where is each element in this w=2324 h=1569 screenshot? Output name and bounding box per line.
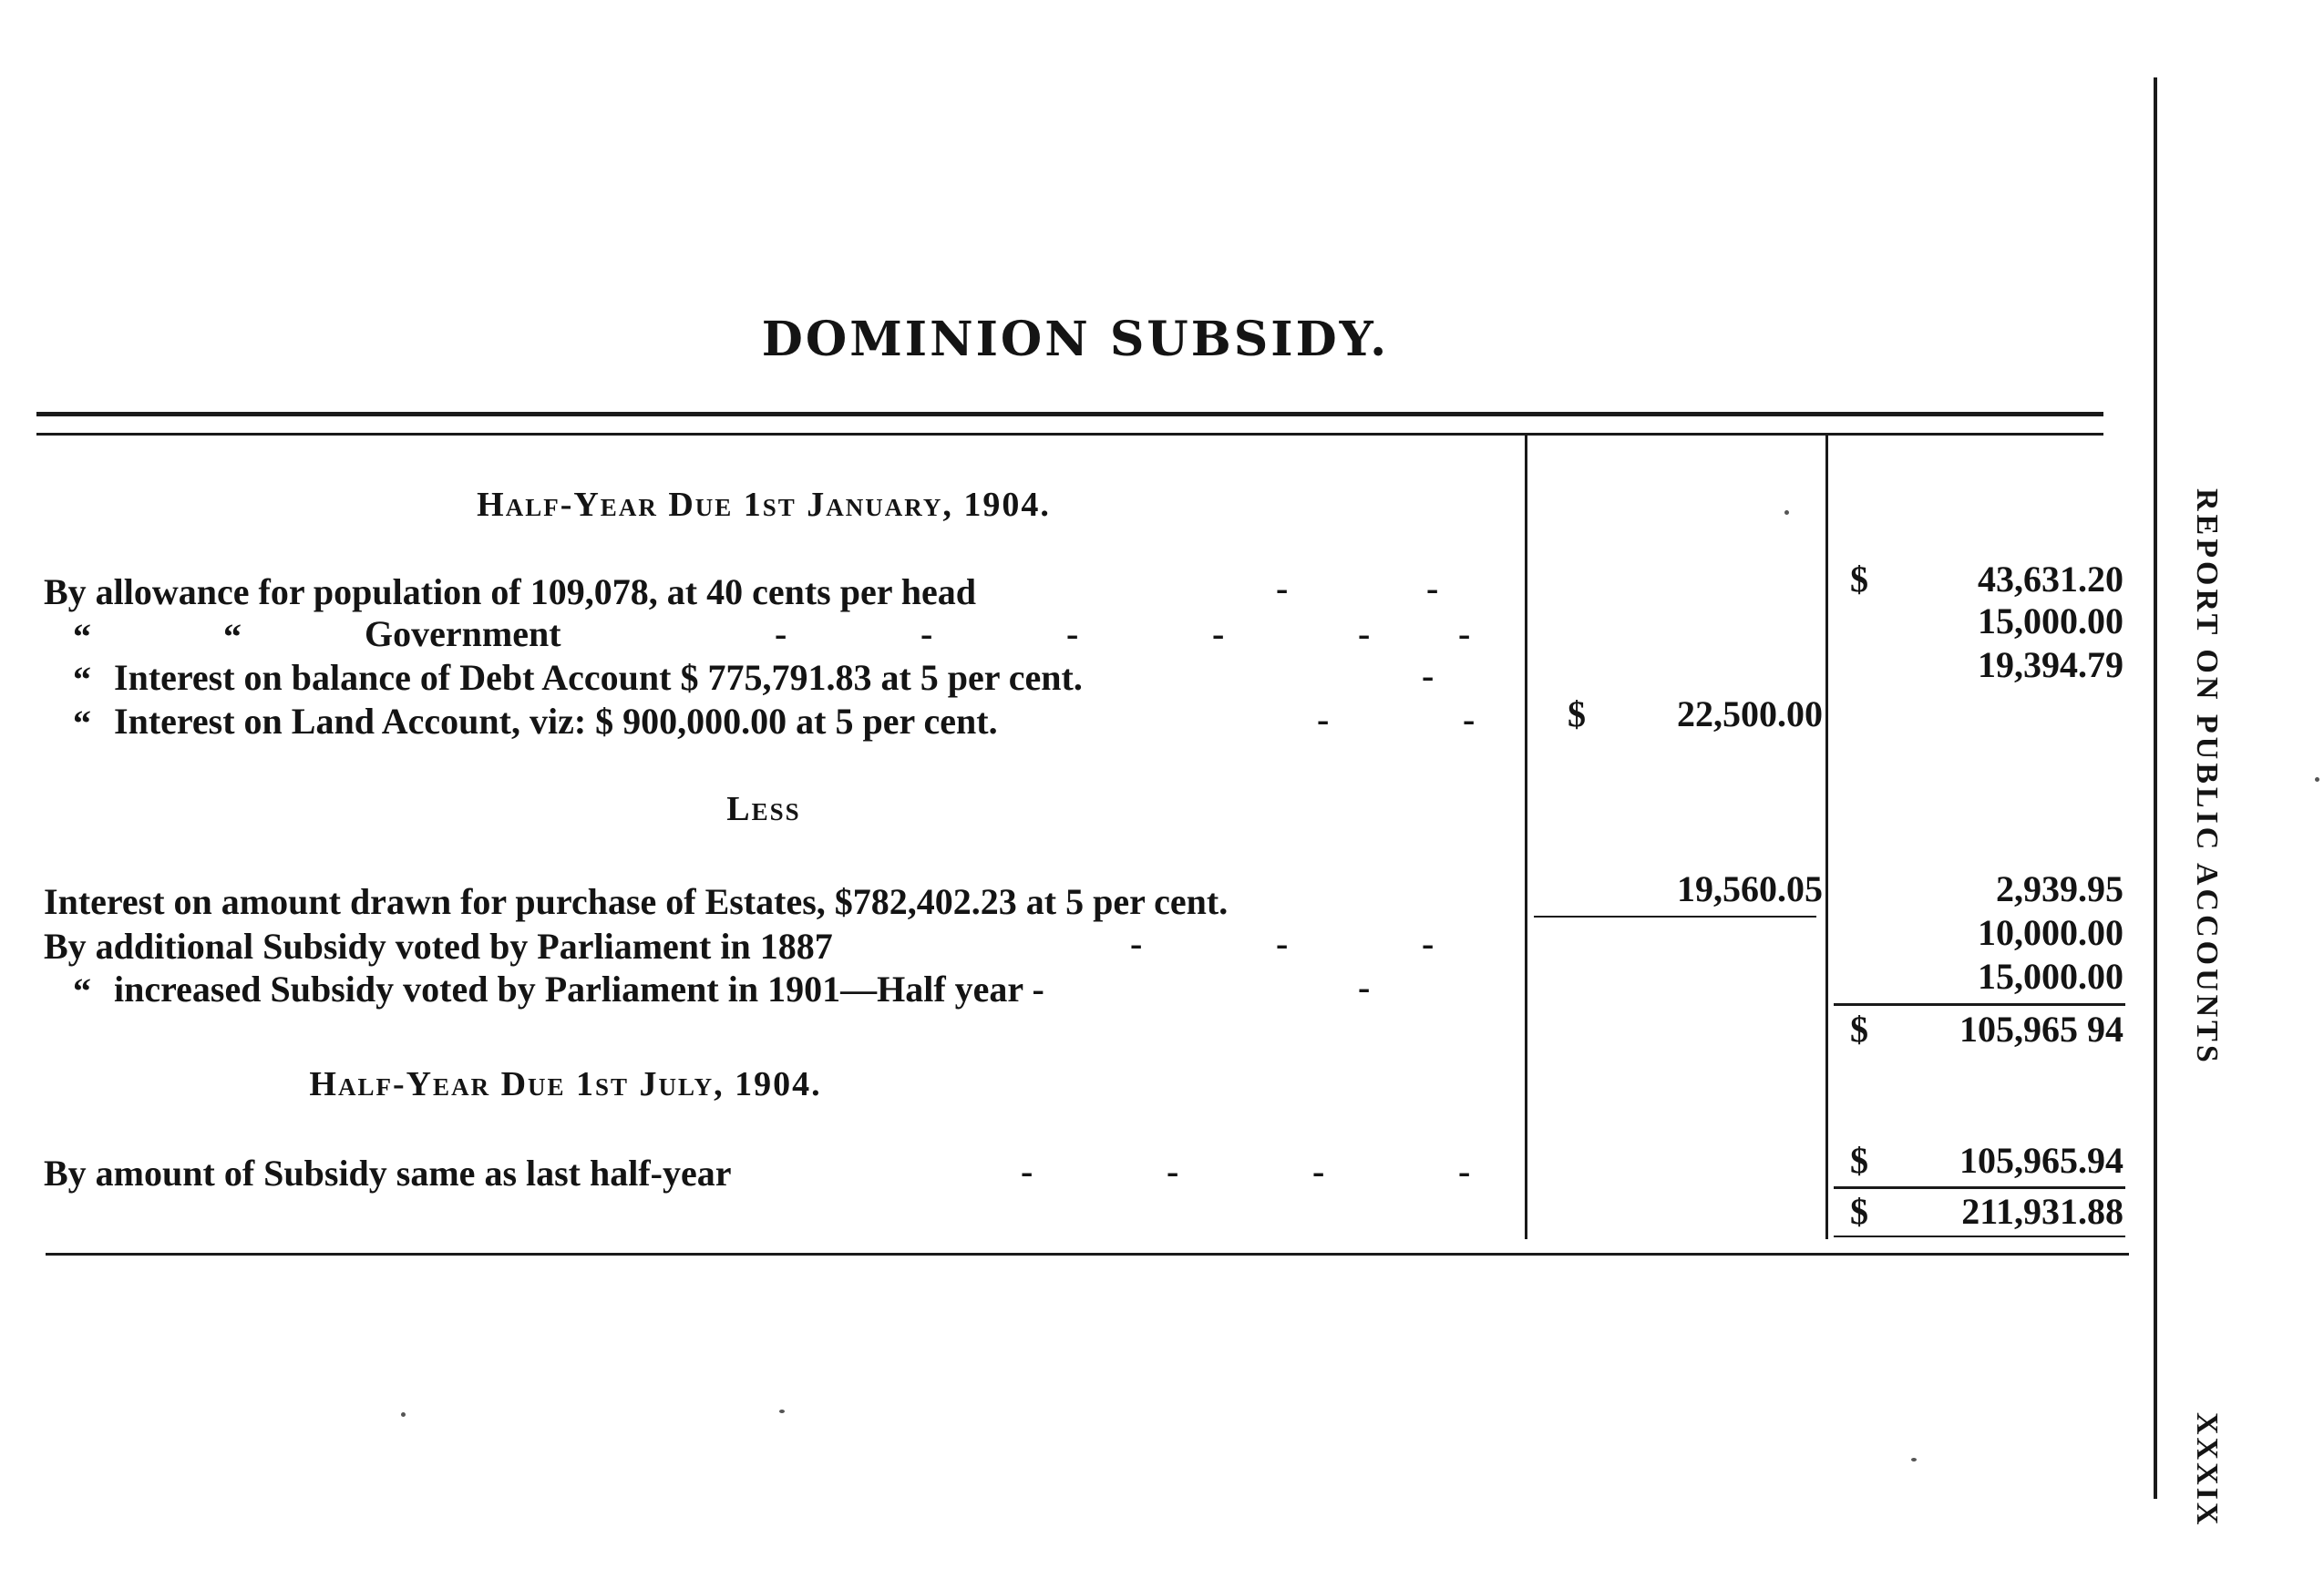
leader-dash: -	[1463, 699, 1476, 740]
amount-land-interest	[1568, 692, 1823, 735]
leader-dash: -	[1422, 923, 1435, 964]
amount-additional-subsidy: 10,000.00	[1978, 912, 2123, 953]
subtraction-underline	[1534, 916, 1816, 918]
total-rule	[1834, 1186, 2125, 1189]
dollar-sign: $	[1568, 693, 1586, 734]
scan-speck	[1911, 1458, 1917, 1461]
total-underline	[1834, 1236, 2125, 1237]
leader-dash: -	[1021, 1151, 1033, 1192]
section-heading-july: Half-Year Due 1st July, 1904.	[309, 1065, 822, 1103]
subtotal-rule	[1834, 1003, 2125, 1006]
running-header: REPORT ON PUBLIC ACCOUNTS	[2190, 488, 2224, 1066]
amount-government: 15,000.00	[1978, 600, 2123, 641]
leader-dash: -	[1276, 568, 1289, 609]
column-divider-2	[1825, 436, 1828, 1239]
leader-dash: -	[1422, 655, 1435, 696]
leader-dash: -	[1212, 613, 1225, 654]
row-debt-interest: Interest on balance of Debt Account $ 775,791.83 at 5 per cent.	[114, 657, 1083, 698]
amount-value: 105,965 94	[1959, 1009, 2123, 1050]
leader-dash: -	[1066, 613, 1079, 654]
row-land-interest: Interest on Land Account, viz: $ 900,000.00 at 5 per cent.	[114, 701, 998, 742]
row-estates-interest: Interest on amount drawn for purchase of Estates, $782,402.23 at 5 per cent.	[44, 881, 1229, 922]
scan-speck	[779, 1410, 785, 1413]
leader-dash: -	[1312, 1151, 1325, 1192]
row-government: Government	[365, 613, 561, 654]
leader-dash: -	[1317, 699, 1330, 740]
ditto-mark: “	[73, 616, 91, 657]
leader-dash: -	[1458, 613, 1471, 654]
page-number: XXXIX	[2190, 1412, 2224, 1528]
amount-estates-net: 2,939.95	[1996, 868, 2123, 909]
top-rule-upper	[36, 412, 2103, 416]
leader-dash: -	[775, 613, 787, 654]
scan-speck	[401, 1412, 406, 1417]
dollar-sign: $	[1850, 559, 1868, 600]
amount-value: 211,931.88	[1961, 1191, 2123, 1232]
column-divider-1	[1525, 436, 1527, 1239]
leader-dash: -	[1458, 1151, 1471, 1192]
amount-value: 105,965.94	[1959, 1140, 2123, 1181]
less-heading: Less	[726, 790, 801, 828]
amount-increased-subsidy: 15,000.00	[1978, 956, 2123, 997]
row-population-allowance: By allowance for population of 109,078, at 40 cents per head	[44, 571, 976, 612]
ditto-mark: “	[73, 702, 91, 743]
leader-dash: -	[1130, 923, 1143, 964]
leader-dash: -	[1358, 967, 1371, 1008]
section-heading-january: Half-Year Due 1st January, 1904.	[477, 486, 1051, 524]
row-additional-subsidy: By additional Subsidy voted by Parliament in 1887	[44, 926, 833, 967]
scan-speck	[1784, 510, 1789, 515]
amount-estates-deduction: 19,560.05	[1677, 868, 1823, 909]
leader-dash: -	[1426, 568, 1439, 609]
page-title: DOMINION SUBSIDY.	[761, 312, 1390, 367]
amount-population	[1850, 558, 2123, 600]
amount-value: 22,500.00	[1677, 693, 1823, 734]
amount-july	[1850, 1139, 2123, 1182]
amount-debt-interest: 19,394.79	[1978, 644, 2123, 685]
amount-value: 43,631.20	[1978, 559, 2123, 600]
dollar-sign: $	[1850, 1191, 1868, 1232]
bottom-rule	[46, 1253, 2129, 1256]
grand-total	[1850, 1190, 2123, 1233]
leader-dash: -	[1167, 1151, 1179, 1192]
subtotal-january	[1850, 1008, 2123, 1051]
leader-dash: -	[1276, 923, 1289, 964]
scan-speck	[2315, 777, 2319, 782]
row-same-subsidy: By amount of Subsidy same as last half-year	[44, 1153, 732, 1194]
dollar-sign: $	[1850, 1140, 1868, 1181]
ditto-mark: “	[73, 970, 91, 1011]
ditto-mark: “	[223, 616, 242, 657]
leader-dash: -	[1358, 613, 1371, 654]
top-rule-lower	[36, 433, 2103, 436]
leader-dash: -	[920, 613, 933, 654]
dollar-sign: $	[1850, 1009, 1868, 1050]
ditto-mark: “	[73, 659, 91, 700]
row-increased-subsidy: increased Subsidy voted by Parliament in 1901—Half year -	[114, 969, 1044, 1010]
